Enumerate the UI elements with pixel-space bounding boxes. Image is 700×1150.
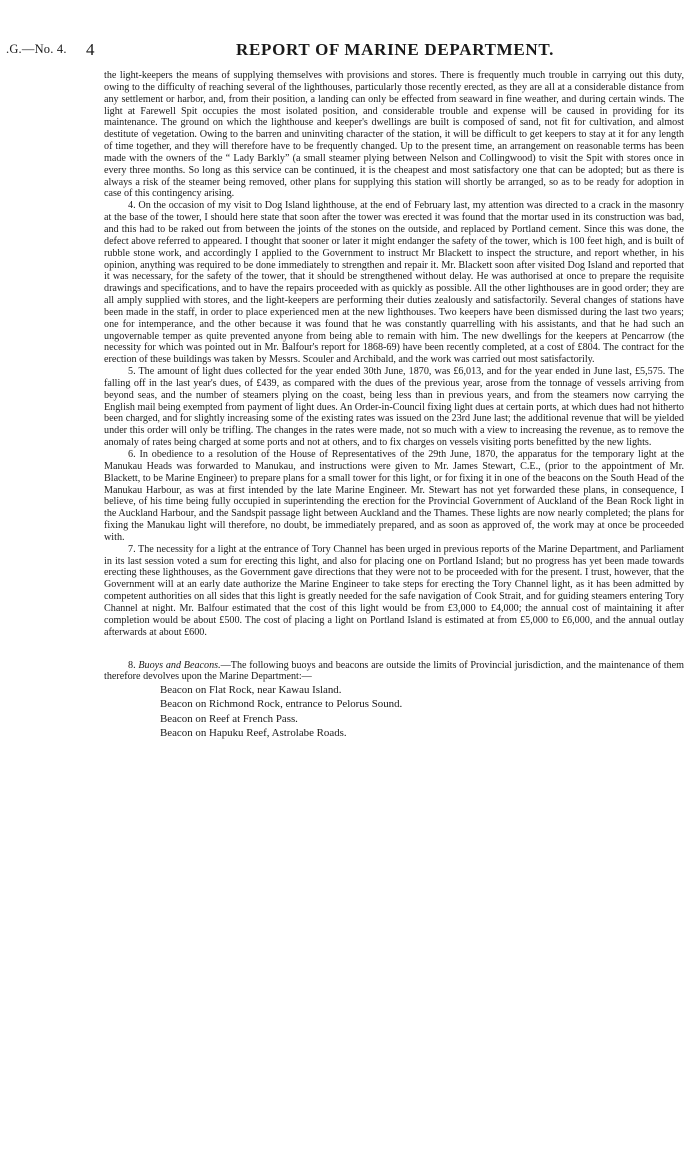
document-reference: .G.—No. 4. — [6, 42, 67, 56]
paragraph-6: 6. In obedience to a resolution of the House of Representatives of the 29th June, 1870, the apparatus for the temporary light at the Manukau Heads was forwarded to Manukau, and instructions were given to Mr. James Stewart, C.E., (prior to the appointment of Mr. Blackett, to be Marine Engineer) to prepare plans for a small tower for this light, or for fixing it in one of the beacons on the South Head of the Manukau Harbour, as was at first intended by the late Marine Engineer. Mr. Stewart has not yet forwarded these plans, in consequence, I believe, of his time being fully occupied in superintending the erection for the Provincial Government of Auckland of the Bean Rock light in the Auckland Harbour, and the Sandspit passage light between Auckland and the Thames. These lights are now nearly completed; the plans for fixing the Manukau light will therefore, no doubt, be immediately prepared, and as soon as approved of, the work may at once be proceeded with. — [104, 449, 684, 543]
paragraph-continuation: the light-keepers the means of supplying themselves with provisions and stores. There is frequently much trouble in carrying out this duty, owing to the difficulty of reaching several of the lighthouses, particularly those recently erected, as they are all at a considerable distance from any settlement or harbor, and, from their position, a landing can only be effected from seaward in fine weather, and during certain winds. The light at Farewell Spit occupies the most isolated position, and considerable trouble and expense will be caused in providing for its maintenance. The ground on which the lighthouse and keeper's dwellings are built is composed of sand, not fit for cultivation, and almost destitute of vegetation. Owing to the barren and uninviting character of the station, it will be difficult to get keepers to stay at it for any length of time together, and they will therefore have to be frequently changed. Up to the present time, an arrangement on reasonable terms has been made with the owners of the “ Lady Barkly” (a small steamer plying between Nelson and Collingwood) to visit the Spit with stores once in every three months. So long as this service can be continued, it is the cheapest and most satisfactory one that can be adopted; but as there is always a risk of the steamer being removed, other plans for supplying this station will shortly be arranged, so as to be ready for adoption in case of this contingency arising. — [104, 70, 684, 200]
paragraph-8 — [104, 660, 684, 684]
list-item: Beacon on Richmond Rock, entrance to Pelorus Sound. — [160, 698, 403, 711]
section-heading: Buoys and Beacons. — [138, 659, 221, 671]
page-title: REPORT OF MARINE DEPARTMENT. — [236, 40, 555, 59]
report-body — [104, 70, 684, 740]
paragraph-4: 4. On the occasion of my visit to Dog Island lighthouse, at the end of February last, my attention was directed to a crack in the masonry at the base of the tower, I should here state that soon after the tower was erected it was found that the mortar used in its construction was bad, and this had to be raked out from between the joints of the stones on the outside, and replaced by Portland cement. Since this was done, the defect above referred to appeared. I thought that sooner or later it might endanger the safety of the tower, which is 100 feet high, and is built of rubble stone work, and accordingly I applied to the Government to instruct Mr Blackett to inspect the structure, and report whether, in his opinion, anything was required to be done immediately to strengthen and repair it. Mr. Blackett soon after visited Dog Island and reported that it was necessary, for the safety of the tower, that it should be strengthened without delay. He was authorised at once to prepare the requisite drawings and specifications, and to have the repairs proceeded with as quickly as possible. All the other lighthouses are in good order; they are all amply supplied with stores, and the light-keepers are performing their duties zealously and satisfactorily. Several changes of stations have been made in the staff, in order to place experienced men at the new lighthouses. Two keepers have been dismissed during the last two years; one for intemperance, and the other because it was found that he was constantly quarrelling with his assistants, and that he had such an ungovernable temper as quite prevented anyone from being able to remain with him. The new dwellings for the keepers at Pencarrow (the necessity for which was pointed out in Mr. Balfour's report for 1868-69) have been recently completed, at a cost of £804. The contract for the erection of these buildings was taken by Messrs. Scouler and Archibald, and the work was carried out most satisfactorily. — [104, 200, 684, 366]
list-item: Beacon on Hapuku Reef, Astrolabe Roads. — [160, 726, 347, 739]
page-header — [0, 40, 700, 62]
section-number: 8. — [128, 659, 136, 671]
list-item: Beacon on Flat Rock, near Kawau Island. — [160, 684, 342, 697]
beacon-list — [160, 683, 684, 740]
list-item: Beacon on Reef at French Pass. — [160, 712, 298, 725]
paragraph-7: 7. The necessity for a light at the entrance of Tory Channel has been urged in previous reports of the Marine Department, and Parliament in its last session voted a sum for erecting this light, and also for placing one on Portland Island; but no progress has yet been made towards erecting these lighthouses, as the Government gave directions that they were not to be proceeded with for the present. I trust, however, that the Government will at an early date authorize the Marine Engineer to take steps for erecting the Tory Channel light, as it has been admitted by competent authorities on all sides that this light is greatly needed for the safe navigation of Cook Strait, and for guiding steamers entering Tory Channel at night. Mr. Balfour estimated that the cost of this light would be from £3,000 to £4,000; the annual cost of maintaining it after completion would be about £500. The cost of placing a light on Portland Island is estimated at from £5,000 to £6,000, and the annual outlay afterwards at about £600. — [104, 543, 684, 638]
paragraph-5: 5. The amount of light dues collected for the year ended 30th June, 1870, was £6,013, and for the year ended in June last, £5,575. The falling off in the last year's dues, of £439, as compared with the dues of the previous year, arose from the tonnage of vessels arriving from beyond seas, and the number of steamers plying on the coast, being less than in previous years, and from the steamers now carrying the English mail being exempted from payment of light dues. An Order-in-Council fixing light dues at certain ports, at which dues had not hitherto been charged, and for slightly increasing some of the existing rates was issued on the 23rd June last; the additional revenue that will be yielded under this order will only be trifling. The changes in the rates were made, not so much with a view to increasing the revenue, as to remove the anomaly of rates being charged at some ports and not at others, and to fix charges on vessels visiting ports benefitted by the new lights. — [104, 366, 684, 449]
page-number: 4 — [86, 40, 95, 59]
section-text: —The following buoys and beacons are outside the limits of Provincial jurisdiction, and the maintenance of them therefore devolves upon the Marine Department:— — [104, 659, 685, 683]
